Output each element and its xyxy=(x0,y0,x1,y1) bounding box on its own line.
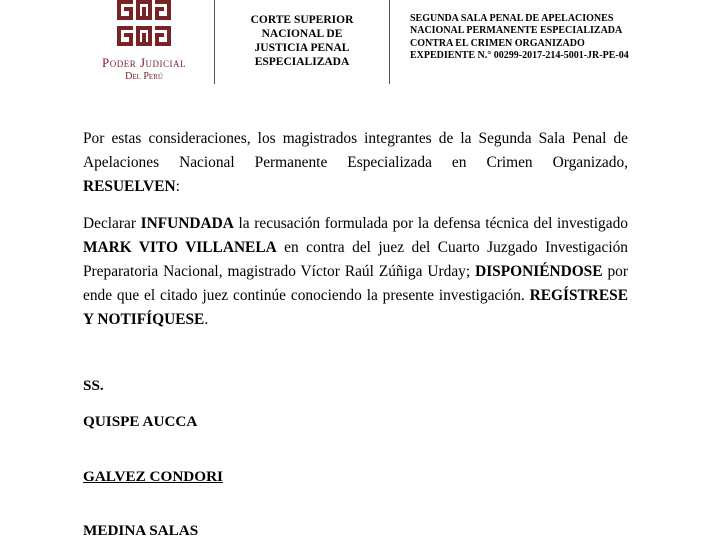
resuelven-text: RESUELVEN xyxy=(83,178,176,195)
judge-name-3: MEDINA SALAS xyxy=(83,522,199,539)
poder-judicial-logo xyxy=(80,0,208,90)
judge-name-2: GALVEZ CONDORI xyxy=(83,468,223,485)
considerations-paragraph xyxy=(83,127,628,199)
court-line-4: ESPECIALIZADA xyxy=(254,56,350,68)
sala-line-3: CONTRA EL CRIMEN ORGANIZADO xyxy=(410,37,585,49)
court-line-1: CORTE SUPERIOR xyxy=(250,14,354,26)
court-line-2: NACIONAL DE xyxy=(261,28,343,40)
document-header xyxy=(0,0,711,90)
case-number: EXPEDIENTE N.° 00299-2017-214-5001-JR-PE-04 xyxy=(410,49,629,61)
header-divider-left xyxy=(214,0,215,84)
sala-line-2: NACIONAL PERMANENTE ESPECIALIZADA xyxy=(410,25,623,37)
p2-text-4: por ende que el citado juez continúe conociendo la presente investigación. xyxy=(83,263,628,304)
court-line-3: JUSTICIA PENAL xyxy=(254,42,350,54)
p2-text-2: la recusación formulada por la defensa técnica del investigado xyxy=(233,215,628,232)
header-divider-right xyxy=(389,0,390,84)
registrese-text: REGÍSTRESE Y NOTIFÍQUESE xyxy=(83,287,628,328)
court-name xyxy=(229,13,375,69)
poder-judicial-emblem-icon xyxy=(117,0,171,46)
p2-text-5: . xyxy=(204,311,209,328)
sala-line-1: SEGUNDA SALA PENAL DE APELACIONES xyxy=(410,13,614,24)
p2-text-3: en contra del juez del Cuarto Juzgado Investigación Preparatoria Nacional, magistrado Víctor Raúl Zúñiga Urday; xyxy=(83,239,628,280)
sala-and-case-number xyxy=(410,13,710,62)
p1-end: : xyxy=(175,178,180,195)
infundada-text: INFUNDADA xyxy=(140,215,234,232)
salutation: SS. xyxy=(83,377,104,394)
investigated-name: MARK VITO VILLANELA xyxy=(83,239,277,256)
resolution-paragraph xyxy=(83,212,628,332)
judge-name-1: QUISPE AUCCA xyxy=(83,413,198,430)
logo-name: Poder Judicial xyxy=(101,55,187,70)
p2-text-1: Declarar xyxy=(83,215,141,232)
disponiendose-text: DISPONIÉNDOSE xyxy=(475,263,603,280)
logo-subname: Del Perú xyxy=(125,71,163,82)
p1-text: Por estas consideraciones, los magistrados integrantes de la Segunda Sala Penal de Apelaciones Nacional Permanente Especializada en Crimen Organizado, xyxy=(83,130,628,171)
